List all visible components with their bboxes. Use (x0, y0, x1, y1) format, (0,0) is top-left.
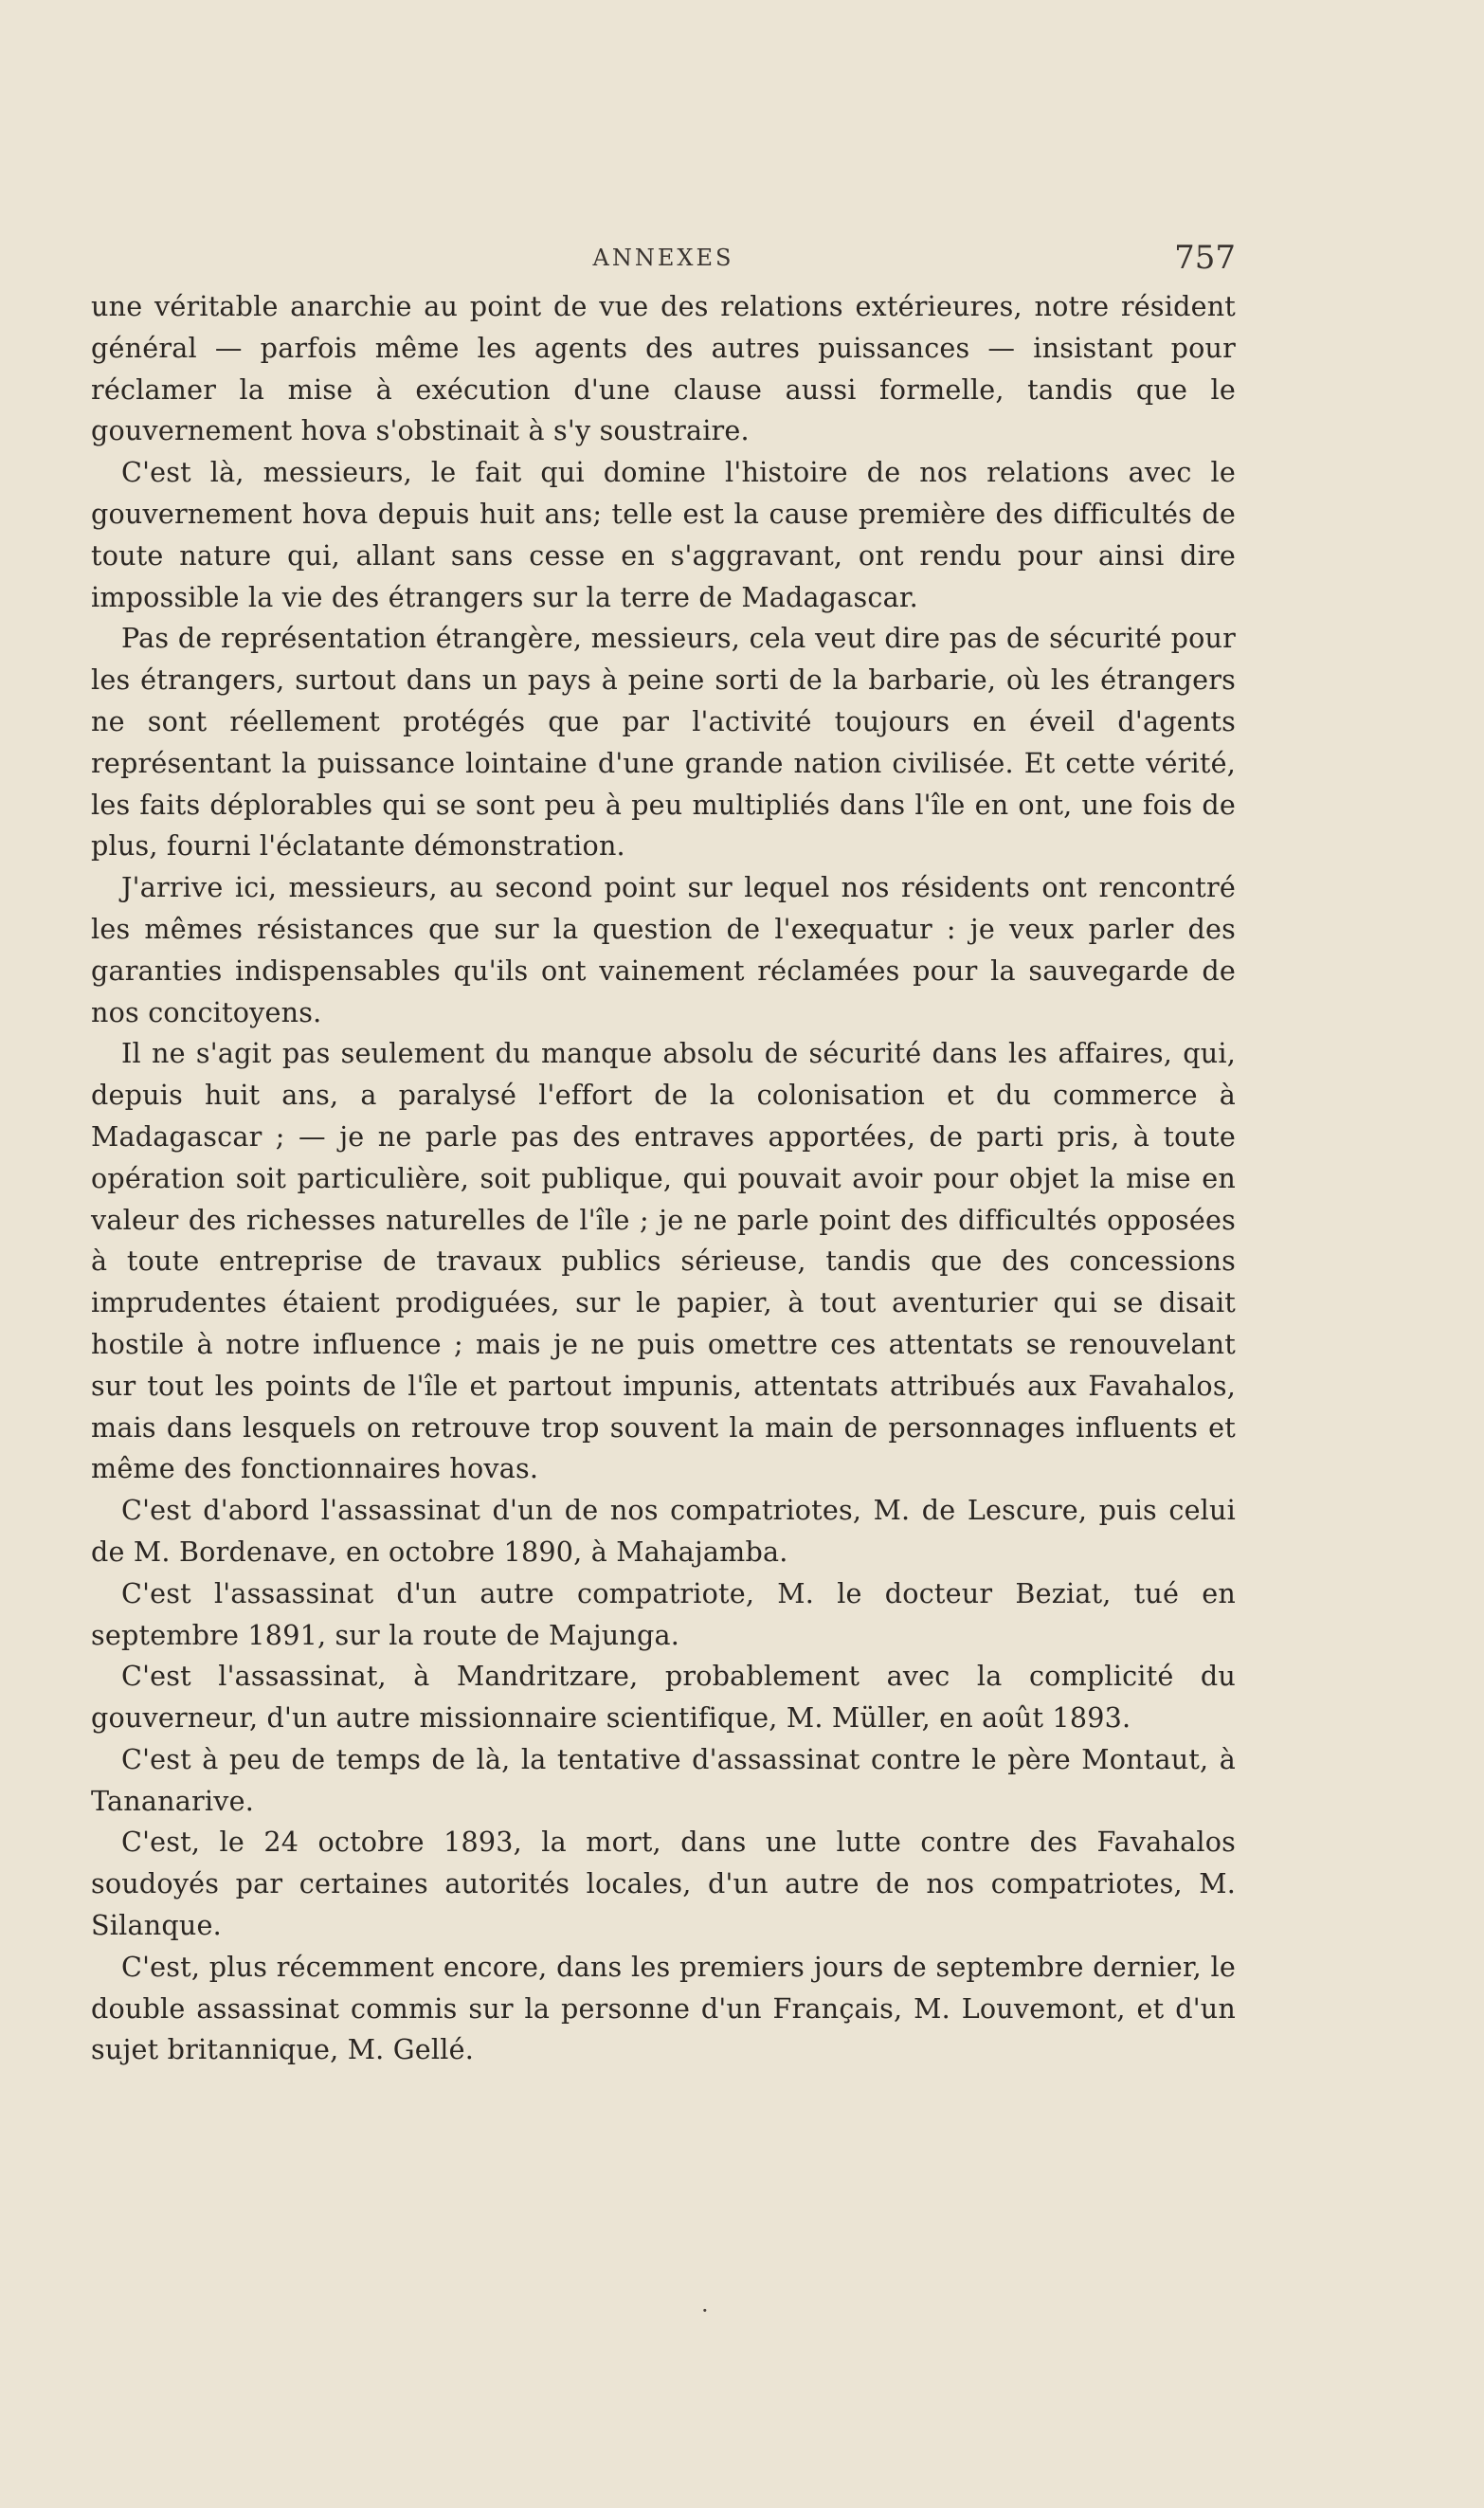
paragraph: C'est à peu de temps de là, la tentative d'assassinat contre le père Montaut, à Tananarive. (91, 1742, 1236, 1817)
paragraph: J'arrive ici, messieurs, au second point sur lequel nos résidents ont rencontré les mêmes résistances que sur la question de l'exequatur : je veux parler des garanties indispensables qu'ils ont vainement réclamées pour la sauvegarde de nos concitoyens. (91, 871, 1236, 1028)
paragraph: une véritable anarchie au point de vue des relations extérieures, notre résident général — parfois même les agents des autres puissances — insistant pour réclamer la mise à exécution d'une clause aussi formelle, tandis que le gouvernement hova s'obstinait à s'y soustraire. (91, 290, 1236, 447)
running-title: ANNEXES (592, 245, 734, 271)
paragraph: C'est l'assassinat, à Mandritzare, probablement avec la complicité du gouverneur, d'un autre missionnaire scientifique, M. Müller, en août 1893. (91, 1660, 1236, 1735)
body-text (91, 286, 1236, 2071)
paragraph: C'est d'abord l'assassinat d'un de nos compatriotes, M. de Lescure, puis celui de M. Bordenave, en octobre 1890, à Mahajamba. (91, 1494, 1236, 1568)
paragraph: C'est l'assassinat d'un autre compatriote, M. le docteur Beziat, tué en septembre 1891, sur la route de Majunga. (91, 1576, 1236, 1651)
paragraph: C'est, plus récemment encore, dans les premiers jours de septembre dernier, le double assassinat commis sur la personne d'un Français, M. Louvemont, et d'un sujet britannique, M. Gellé. (91, 1950, 1236, 2066)
paragraph: C'est là, messieurs, le fait qui domine l'histoire de nos relations avec le gouvernement hova depuis huit ans; telle est la cause première des difficultés de toute nature qui, allant sans cesse en s'aggravant, ont rendu pour ainsi dire impossible la vie des étrangers sur la terre de Madagascar. (91, 456, 1236, 613)
page-number: 757 (1174, 239, 1236, 277)
paragraph: C'est, le 24 octobre 1893, la mort, dans une lutte contre des Favahalos soudoyés par certaines autorités locales, d'un autre de nos compatriotes, M. Silanque. (91, 1826, 1236, 1942)
running-head (91, 229, 1236, 286)
paragraph: Pas de représentation étrangère, messieurs, cela veut dire pas de sécurité pour les étrangers, surtout dans un pays à peine sorti de la barbarie, où les étrangers ne sont réellement protégés que par l'activité toujours en éveil d'agents représentant la puissance lointaine d'une grande nation civilisée. Et cette vérité, les faits déplorables qui se sont peu à peu multipliés dans l'île en ont, une fois de plus, fourni l'éclatante démonstration. (91, 622, 1236, 863)
paragraph: Il ne s'agit pas seulement du manque absolu de sécurité dans les affaires, qui, depuis huit ans, a paralysé l'effort de la colonisation et du commerce à Madagascar ; — je ne parle pas des entraves apportées, de parti pris, à toute opération soit particulière, soit publique, qui pouvait avoir pour objet la mise en valeur des richesses naturelles de l'île ; je ne parle point des difficultés opposées à toute entreprise de travaux publics sérieuse, tandis que des concessions imprudentes étaient prodiguées, sur le papier, à tout aventurier qui se disait hostile à notre influence ; mais je ne puis omettre ces attentats se renouvelant sur tout les points de l'île et partout impunis, attentats attribués aux Favahalos, mais dans lesquels on retrouve trop souvent la main de personnages influents et même des fonctionnaires hovas. (91, 1037, 1236, 1485)
text-block (91, 229, 1236, 2071)
ink-speck: · (701, 2298, 709, 2324)
